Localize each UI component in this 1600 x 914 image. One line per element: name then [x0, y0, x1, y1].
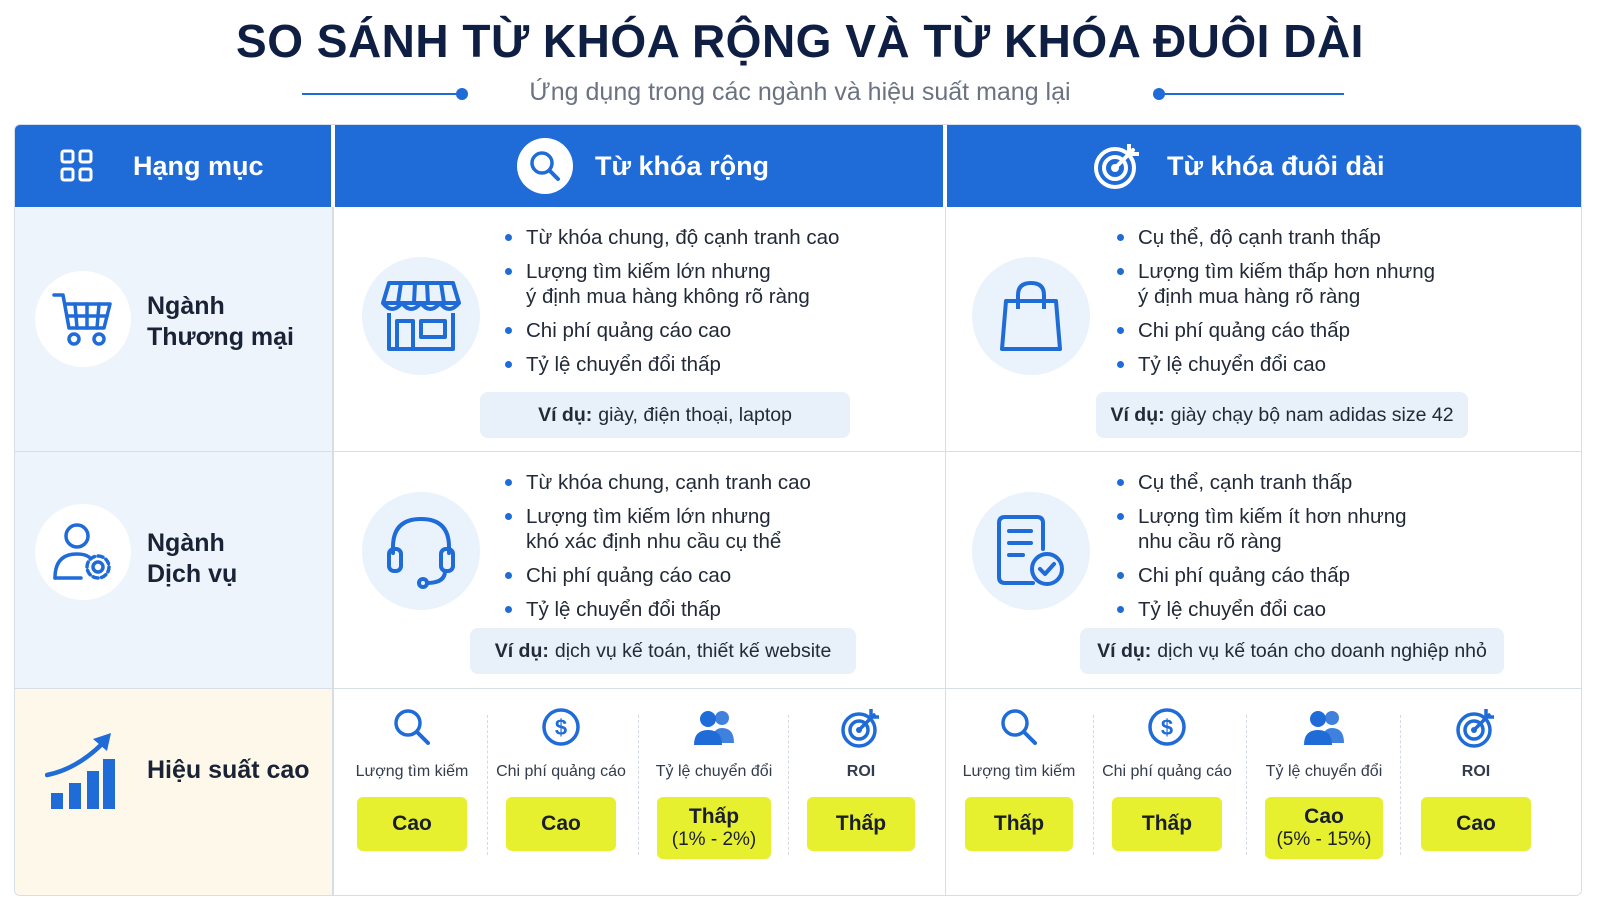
target-icon: [1091, 140, 1143, 192]
metric-separator: [1246, 715, 1247, 855]
list-item: Chi phí quảng cáo cao: [504, 563, 924, 588]
header-broad-label: Từ khóa rộng: [595, 150, 770, 181]
metric-label: Lượng tìm kiếm: [962, 763, 1076, 780]
cell-performance-longtail: [945, 689, 1582, 896]
service-longtail-example: Ví dụ: dịch vụ kế toán cho doanh nghiệp nhỏ: [1080, 628, 1504, 674]
metric-value-badge: Cao: [1421, 797, 1531, 851]
cell-performance-broad: [333, 689, 945, 896]
metric-label: Chi phí quảng cáo: [1102, 763, 1232, 780]
list-item: Chi phí quảng cáo thấp: [1116, 318, 1556, 343]
commerce-longtail-example: Ví dụ: giày chạy bộ nam adidas size 42: [1096, 392, 1468, 438]
metric-longtail-2: [1249, 689, 1399, 879]
dollar-icon: [486, 707, 636, 747]
dollar-icon: [1092, 707, 1242, 747]
cell-service-broad: [333, 452, 945, 688]
users-icon: [1249, 707, 1399, 747]
user-gear-icon: [35, 504, 131, 600]
page-subtitle: Ứng dụng trong các ngành và hiệu suất mang lại: [529, 78, 1071, 106]
document-check-icon: [972, 492, 1090, 610]
subtitle-divider-right: [1160, 93, 1344, 95]
page-title: SO SÁNH TỪ KHÓA RỘNG VÀ TỪ KHÓA ĐUÔI DÀI: [236, 15, 1364, 67]
metric-value-badge: Cao: [357, 797, 467, 851]
metric-longtail-0: [944, 689, 1094, 879]
list-item: Cụ thể, cạnh tranh thấp: [1116, 470, 1556, 495]
list-item: Từ khóa chung, độ cạnh tranh cao: [504, 225, 924, 250]
cell-commerce-longtail: [945, 207, 1582, 451]
list-item: Cụ thể, độ cạnh tranh thấp: [1116, 225, 1556, 250]
category-performance-label: Hiệu suất cao: [147, 756, 310, 784]
metric-value-badge: Thấp: [807, 797, 915, 851]
list-item: Lượng tìm kiếm lớn nhưng ý định mua hàng không rõ ràng: [504, 259, 924, 309]
store-icon: [362, 257, 480, 375]
list-item: Chi phí quảng cáo thấp: [1116, 563, 1556, 588]
header-longtail: [947, 125, 1582, 207]
target-icon: [1401, 707, 1551, 749]
metric-value-badge: Cao (5% - 15%): [1265, 797, 1383, 859]
commerce-broad-example: Ví dụ: giày, điện thoại, laptop: [480, 392, 850, 438]
target-icon: [786, 707, 936, 749]
metric-value-badge: Cao: [506, 797, 616, 851]
shopping-bag-icon: [972, 257, 1090, 375]
metric-broad-0: [337, 689, 487, 879]
metric-longtail-1: [1092, 689, 1242, 879]
growth-chart-icon: [45, 731, 117, 816]
search-icon: [944, 707, 1094, 747]
metric-broad-2: [639, 689, 789, 879]
list-item: Chi phí quảng cáo cao: [504, 318, 924, 343]
list-item: Tỷ lệ chuyển đổi thấp: [504, 597, 924, 622]
metric-label: Chi phí quảng cáo: [496, 763, 626, 780]
metric-broad-1: [486, 689, 636, 879]
list-item: Lượng tìm kiếm thấp hơn nhưng ý định mua hàng rõ ràng: [1116, 259, 1556, 309]
header-category-label: Hạng mục: [133, 150, 264, 181]
service-longtail-bullets: [1116, 470, 1556, 631]
comparison-table: [14, 124, 1582, 896]
commerce-broad-bullets: [504, 225, 924, 386]
metric-label: Tỷ lệ chuyển đổi: [1265, 763, 1383, 780]
search-icon: [517, 138, 573, 194]
list-item: Tỷ lệ chuyển đổi thấp: [504, 352, 924, 377]
list-item: Tỷ lệ chuyển đổi cao: [1116, 597, 1556, 622]
metric-broad-3: [786, 689, 936, 879]
svg-text:$: $: [554, 715, 568, 740]
metric-longtail-3: [1401, 689, 1551, 879]
cell-commerce-broad: [333, 207, 945, 451]
list-item: Lượng tìm kiếm ít hơn nhưng nhu cầu rõ ràng: [1116, 504, 1556, 554]
category-commerce: [15, 207, 333, 451]
header-broad: [335, 125, 943, 207]
metric-value-badge: Thấp: [965, 797, 1073, 851]
service-broad-example: Ví dụ: dịch vụ kế toán, thiết kế website: [470, 628, 856, 674]
category-service: [15, 452, 333, 688]
metric-label: Lượng tìm kiếm: [355, 763, 469, 780]
category-commerce-label: Ngành Thương mại: [147, 292, 294, 352]
subtitle-row: [0, 76, 1600, 112]
metric-value-badge: Thấp (1% - 2%): [657, 797, 771, 859]
cart-icon: [35, 271, 131, 367]
header-category: [15, 125, 331, 207]
list-item: Tỷ lệ chuyển đổi cao: [1116, 352, 1556, 377]
header-longtail-label: Từ khóa đuôi dài: [1167, 150, 1385, 181]
list-item: Từ khóa chung, cạnh tranh cao: [504, 470, 924, 495]
service-broad-bullets: [504, 470, 924, 631]
search-icon: [337, 707, 487, 747]
metric-label: ROI: [846, 763, 876, 780]
category-performance: [15, 689, 333, 896]
commerce-longtail-bullets: [1116, 225, 1556, 386]
svg-text:$: $: [1160, 715, 1174, 740]
metric-label: Tỷ lệ chuyển đổi: [655, 763, 773, 780]
metric-value-badge: Thấp: [1112, 797, 1222, 851]
list-item: Lượng tìm kiếm lớn nhưng khó xác định nhu cầu cụ thể: [504, 504, 924, 554]
category-service-label: Ngành Dịch vụ: [147, 529, 238, 589]
metric-label: ROI: [1461, 763, 1491, 780]
grid-icon: [59, 148, 95, 184]
cell-service-longtail: [945, 452, 1582, 688]
users-icon: [639, 707, 789, 747]
headset-icon: [362, 492, 480, 610]
